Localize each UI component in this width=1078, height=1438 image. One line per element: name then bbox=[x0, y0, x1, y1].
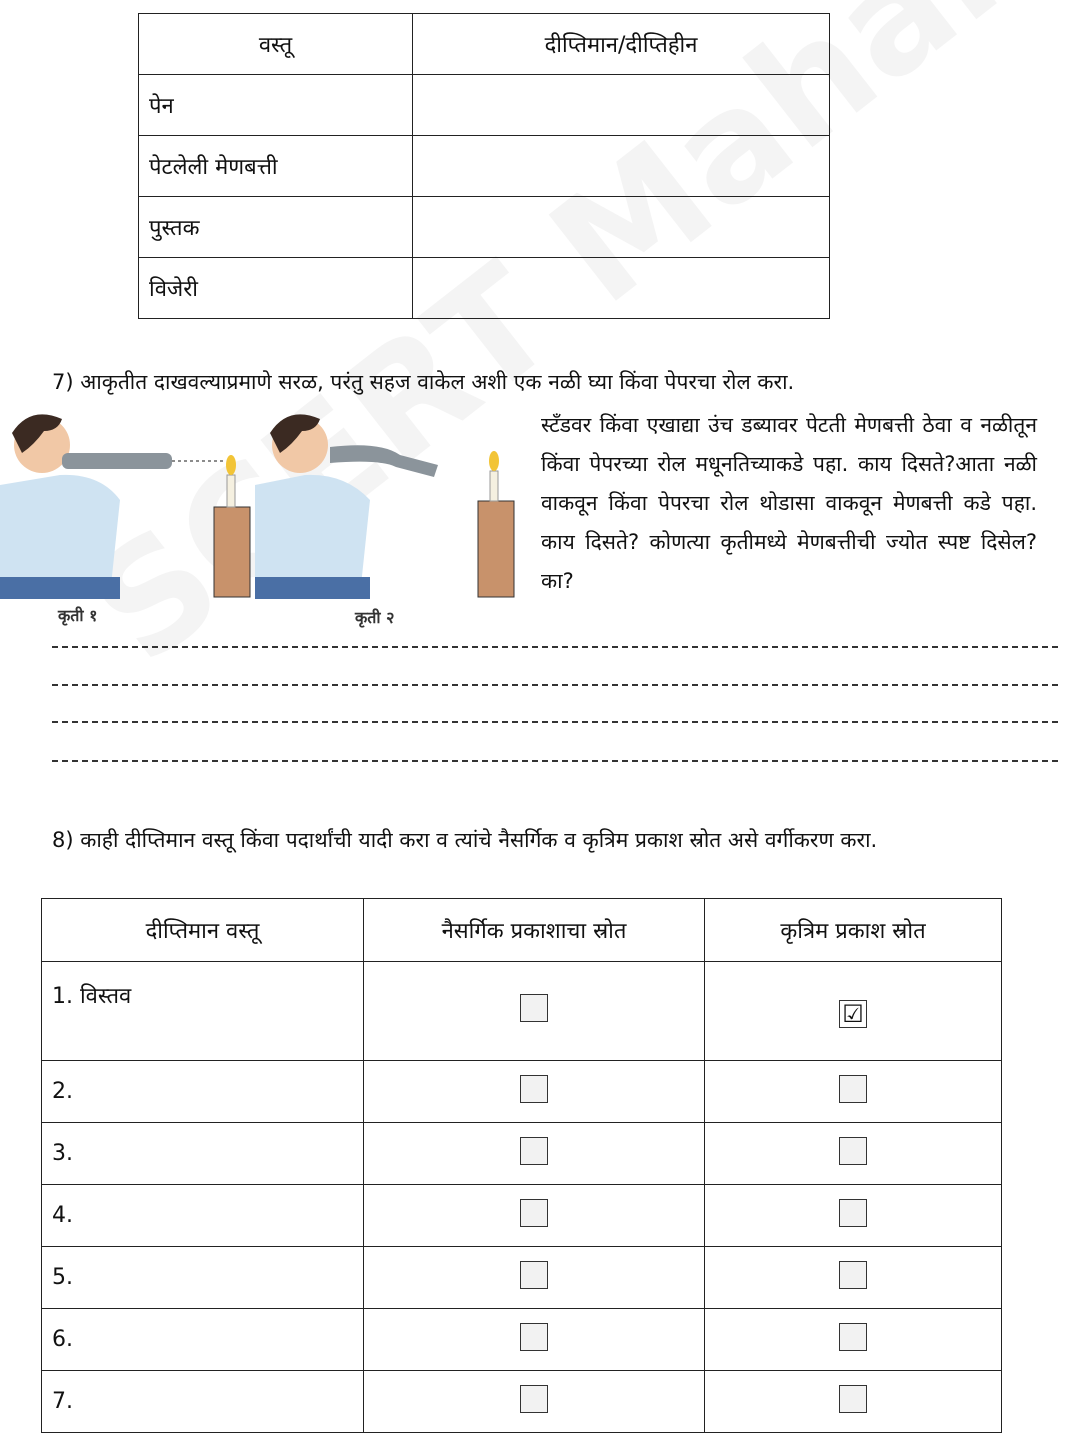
table1-cell-object: पुस्तक bbox=[139, 197, 413, 258]
answer-line[interactable] bbox=[52, 646, 1058, 648]
table2-header-luminous-object: दीप्तिमान वस्तू bbox=[42, 899, 364, 962]
page-corner-arc bbox=[1020, 0, 1078, 48]
table1-cell-object: पेन bbox=[139, 75, 413, 136]
table-row bbox=[139, 75, 830, 136]
question-7: 7) आकृतीत दाखवल्याप्रमाणे सरळ, परंतु सहज वाकेल अशी एक नळी घ्या किंवा पेपरचा रोल करा. bbox=[52, 370, 795, 394]
artificial-source-checkbox[interactable] bbox=[839, 1075, 867, 1103]
artificial-source-checkbox[interactable] bbox=[839, 1323, 867, 1351]
answer-line[interactable] bbox=[52, 684, 1058, 686]
tube-experiment-illustration bbox=[0, 405, 520, 605]
table1-header-luminous: दीप्तिमान/दीप्तिहीन bbox=[413, 14, 830, 75]
natural-source-checkbox[interactable] bbox=[520, 1261, 548, 1289]
table2-row-label: 7. bbox=[42, 1371, 364, 1433]
artificial-source-checkbox[interactable] bbox=[839, 1261, 867, 1289]
caption-activity-1: कृती १ bbox=[58, 606, 98, 625]
question-7-instructions: स्टँडवर किंवा एखाद्या उंच डब्यावर पेटती मेणबत्ती ठेवा व नळीतून किंवा पेपरच्या रोल मधूनतिच्याकडे पहा. काय दिसते?आता नळी वाकवून किंवा पेपरचा रोल थोडासा वाकवून मेणबत्ती कडे पहा. काय दिसते? कोणत्या कृतीमध्ये मेणबत्तीची ज्योत स्पष्ट दिसेल? का? bbox=[541, 413, 1037, 593]
table-row bbox=[42, 1061, 1002, 1123]
answer-line[interactable] bbox=[52, 760, 1058, 762]
artificial-source-checkbox[interactable]: ☑ bbox=[839, 1000, 867, 1028]
natural-source-checkbox[interactable] bbox=[520, 1075, 548, 1103]
table1-answer-cell[interactable] bbox=[413, 136, 830, 197]
table2-row-label: 6. bbox=[42, 1309, 364, 1371]
table2-row-label: 4. bbox=[42, 1185, 364, 1247]
table2-row-label: 2. bbox=[42, 1061, 364, 1123]
table-row bbox=[139, 258, 830, 319]
table2-row-label: 5. bbox=[42, 1247, 364, 1309]
natural-source-checkbox[interactable] bbox=[520, 994, 548, 1022]
activity-1-figure bbox=[0, 414, 250, 599]
table-row bbox=[139, 136, 830, 197]
table2-row-label: 1. विस्तव bbox=[42, 962, 364, 1061]
table-row bbox=[42, 1247, 1002, 1309]
table1-answer-cell[interactable] bbox=[413, 258, 830, 319]
question-8: 8) काही दीप्तिमान वस्तू किंवा पदार्थांची यादी करा व त्यांचे नैसर्गिक व कृत्रिम प्रकाश स्रोत असे वर्गीकरण करा. bbox=[52, 828, 878, 852]
activity-2-figure bbox=[255, 414, 514, 599]
light-source-classification-table bbox=[41, 898, 1002, 1433]
table-row bbox=[42, 1185, 1002, 1247]
natural-source-checkbox[interactable] bbox=[520, 1137, 548, 1165]
artificial-source-checkbox[interactable] bbox=[839, 1137, 867, 1165]
table-row bbox=[42, 1371, 1002, 1433]
table1-answer-cell[interactable] bbox=[413, 75, 830, 136]
artificial-source-checkbox[interactable] bbox=[839, 1199, 867, 1227]
table1-cell-object: पेटलेली मेणबत्ती bbox=[139, 136, 413, 197]
natural-source-checkbox[interactable] bbox=[520, 1323, 548, 1351]
artificial-source-checkbox[interactable] bbox=[839, 1385, 867, 1413]
luminous-classification-table bbox=[138, 13, 830, 319]
table-row bbox=[139, 197, 830, 258]
caption-activity-2: कृती २ bbox=[355, 608, 395, 627]
table1-answer-cell[interactable] bbox=[413, 197, 830, 258]
table2-header-natural: नैसर्गिक प्रकाशाचा स्रोत bbox=[364, 899, 705, 962]
table2-header-artificial: कृत्रिम प्रकाश स्रोत bbox=[705, 899, 1002, 962]
table1-header-object: वस्तू bbox=[139, 14, 413, 75]
natural-source-checkbox[interactable] bbox=[520, 1385, 548, 1413]
table1-cell-object: विजेरी bbox=[139, 258, 413, 319]
table2-row-label: 3. bbox=[42, 1123, 364, 1185]
answer-line[interactable] bbox=[52, 721, 1058, 723]
table-row bbox=[42, 1123, 1002, 1185]
table-row bbox=[42, 962, 1002, 1061]
natural-source-checkbox[interactable] bbox=[520, 1199, 548, 1227]
table-row bbox=[42, 1309, 1002, 1371]
